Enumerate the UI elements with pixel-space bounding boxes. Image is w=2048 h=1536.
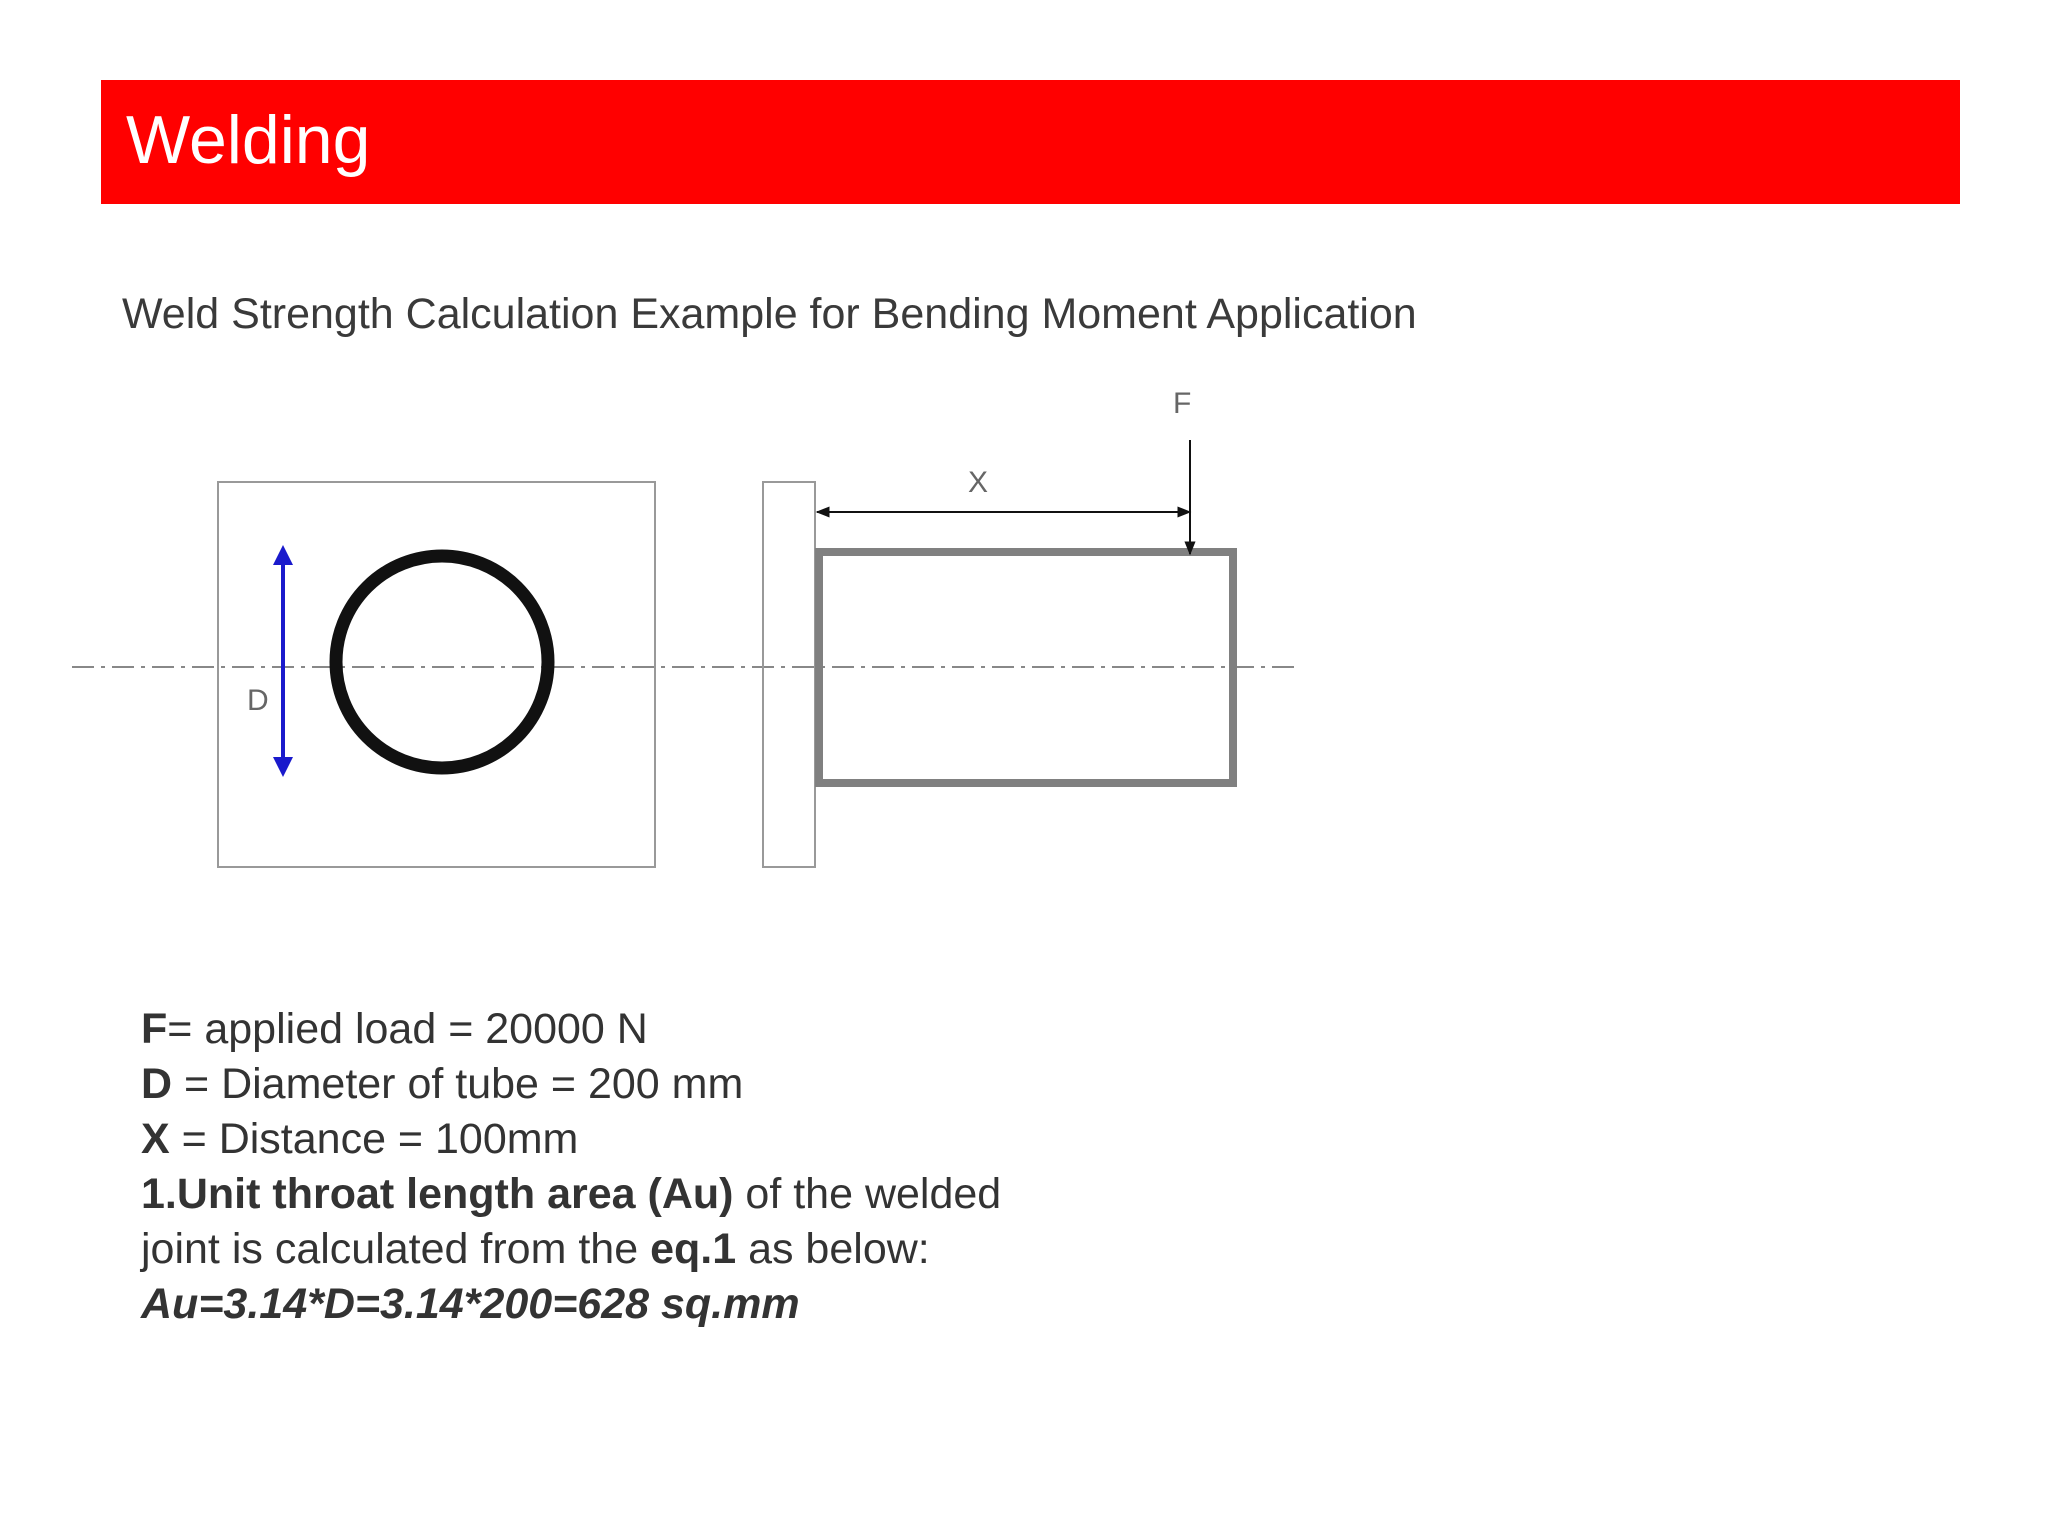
- definition-load: F= applied load = 20000 N: [141, 1005, 648, 1053]
- throat-area-formula: Au=3.14*D=3.14*200=628 sq.mm: [141, 1280, 800, 1328]
- base-plate-side-view: [763, 482, 815, 867]
- step-1-heading: 1.Unit throat length area (Au) of the welded: [141, 1170, 1002, 1218]
- step-1-description: joint is calculated from the eq.1 as below:: [141, 1225, 930, 1273]
- weld-bending-diagram: [60, 370, 1300, 890]
- diameter-label: D: [247, 684, 269, 717]
- slide-title: Welding: [126, 102, 371, 178]
- calculation-definitions: [141, 1002, 1141, 1332]
- tube-cross-section: [336, 556, 548, 768]
- slide-title-bar: [101, 80, 1960, 204]
- force-label: F: [1173, 387, 1192, 420]
- slide-subtitle: Weld Strength Calculation Example for Bending Moment Application: [122, 290, 1417, 338]
- definition-distance: X = Distance = 100mm: [141, 1115, 579, 1163]
- definition-diameter: D = Diameter of tube = 200 mm: [141, 1060, 744, 1108]
- distance-label: X: [968, 466, 989, 499]
